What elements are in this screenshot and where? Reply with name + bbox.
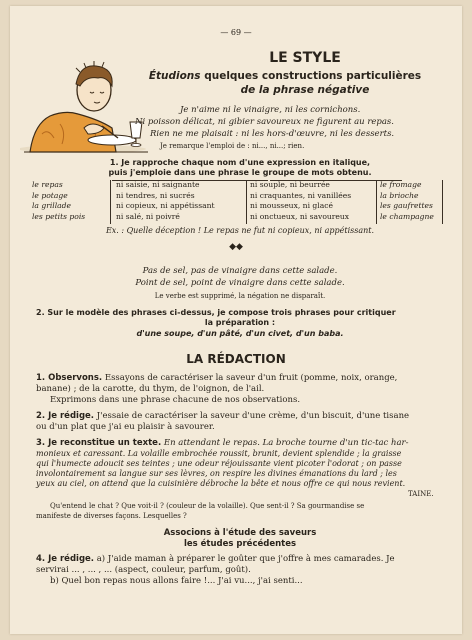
page-number: — 69 —: [220, 28, 252, 37]
table-cell: ni saisie, ni saignante: [116, 180, 200, 189]
example-line-2: Ni poisson délicat, ni gibier savoureux ne figurent au repas.: [135, 117, 394, 127]
item-3-text-c: qui l'humecte adoucit ses teintes ; une odeur réjouissante vient picoter l'odorat ; on passe: [36, 459, 402, 468]
table-cell: ni tendres, ni sucrés: [116, 190, 195, 200]
table-divider: [376, 180, 377, 224]
table-cell: ni onctueux, ni savoureux: [250, 211, 350, 221]
style-title: LE STYLE: [269, 50, 341, 66]
item-3-text-d: involontairement sa langue sur ses lèvres, on respire les divines émanations du lard ; les: [36, 469, 397, 478]
item-1-text-c: Exprimons dans une phrase chacune de nos observations.: [50, 395, 301, 405]
table-cell: le potage: [32, 190, 68, 200]
exercise-2-line-1: 2. Sur le modèle des phrases ci-dessus, je compose trois phrases pour critiquer: [36, 308, 396, 317]
exercise-2-line-2: la préparation :: [204, 318, 276, 327]
item-3-author: TAINE.: [408, 490, 434, 498]
item-2-text-a: J'essaie de caractériser la saveur d'une crème, d'un biscuit, d'une tisane: [96, 411, 410, 421]
example-line-3: Rien ne me plaisait : ni les hors-d'œuvre, ni les desserts.: [150, 129, 395, 139]
table-cell: le champagne: [380, 211, 434, 221]
item-3-text-b: monieux et caressant. La volaille embrochée roussit, brunit, devient splendide ; la graisse: [36, 449, 402, 458]
pas-line-2: Point de sel, point de vinaigre dans cette salade.: [135, 278, 345, 288]
item-3-label: 3. Je reconstitue un texte.: [36, 438, 162, 448]
exercise-2-line-3: d'une soupe, d'un pâté, d'un civet, d'un baba.: [136, 329, 344, 338]
table-divider: [246, 180, 247, 224]
table-cell: le fromage: [380, 180, 422, 189]
example-line-1: Je n'aime ni le vinaigre, ni les cornichons.: [180, 105, 361, 115]
table-divider: [110, 180, 111, 224]
item-1-text-b: banane) ; de la carotte, du thym, de l'oignon, de l'ail.: [36, 384, 265, 394]
table-cell: ni mousseux, ni glacé: [250, 201, 333, 210]
table-cell: ni copieux, ni appétissant: [116, 201, 215, 210]
redaction-title: LA RÉDACTION: [186, 352, 286, 366]
questions-line-a: Qu'entend le chat ? Que voit-il ? (couleur de la volaille). Que sent-il ? Sa gourmandise se: [50, 502, 365, 510]
associons-line-a: Associons à l'étude des saveurs: [163, 528, 317, 538]
table-cell: la brioche: [380, 190, 419, 200]
exercise-1-line-1: 1. Je rapproche chaque nom d'une expression en italique,: [109, 158, 371, 167]
item-4-text-c: b) Quel bon repas nous allons faire !... J'ai vu..., j'ai senti...: [50, 576, 303, 586]
item-4-text-b: servirai ... , ... , ... (aspect, couleur, parfum, goût).: [36, 565, 251, 575]
redaction-item-2-line-a: [36, 411, 409, 422]
table-cell: les petits pois: [32, 211, 86, 221]
associons-line-b: les études précédentes: [183, 539, 297, 549]
item-2-text-b: ou d'un plat que j'ai eu plaisir à savourer.: [36, 422, 215, 432]
pas-note: Le verbe est supprimé, la négation ne disparaît.: [154, 292, 326, 300]
exercise-1-line-2: puis j'emploie dans une phrase le groupe de mots obtenu.: [108, 168, 372, 177]
table-cell: le repas: [32, 180, 63, 189]
diamond-divider: ◆◆: [229, 242, 243, 252]
item-2-label: 2. Je rédige.: [36, 411, 95, 421]
book-page: [10, 6, 462, 634]
table-cell: ni souple, ni beurrée: [250, 180, 330, 189]
table-cell: la grillade: [32, 201, 72, 210]
item-3-text-a: En attendant le repas. La broche tourne d'un tic-tac har-: [163, 438, 409, 448]
table-col-expressions-left: [116, 180, 215, 222]
exercise-1-table: [32, 180, 452, 226]
table-col-nouns-left: [32, 180, 85, 222]
item-4-label: 4. Je rédige.: [36, 554, 95, 564]
subtitle-rest: quelques constructions particulières: [200, 70, 422, 82]
table-col-nouns-right: [380, 180, 434, 222]
subtitle-italic: Étudions: [148, 70, 201, 82]
pas-line-1: Pas de sel, pas de vinaigre dans cette salade.: [142, 266, 338, 276]
questions-line-b: manifeste de diverses façons. Lesquelles ?: [36, 512, 187, 520]
item-3-text-e: yeux au ciel, on attend que la cuisinière débroche la bête et nous offre ce qui nous revient.: [36, 479, 406, 488]
table-col-expressions-right: [250, 180, 351, 222]
table-divider: [442, 180, 443, 224]
table-cell: ni salé, ni poivré: [116, 211, 180, 221]
style-subtitle: [110, 70, 460, 83]
item-1-label: 1. Observons.: [36, 373, 103, 383]
item-1-text-a: Essayons de caractériser la saveur d'un fruit (pomme, noix, orange,: [104, 373, 398, 383]
redaction-item-1-line-a: [36, 373, 397, 384]
table-cell: les gaufrettes: [380, 201, 433, 210]
redaction-item-3-line-a: [36, 438, 409, 449]
remark: Je remarque l'emploi de : ni..., ni...; rien.: [160, 142, 305, 150]
item-4-text-a: a) J'aide maman à préparer le goûter que j'offre à mes camarades. Je: [96, 554, 395, 564]
table-cell: ni craquantes, ni vanillées: [250, 190, 352, 200]
boy-eating-illustration: [20, 54, 150, 154]
style-subtitle-line2: de la phrase négative: [240, 84, 370, 96]
redaction-item-4-line-a: [36, 554, 395, 565]
exercise-1-example: Ex. : Quelle déception ! Le repas ne fut ni copieux, ni appétissant.: [105, 226, 375, 235]
